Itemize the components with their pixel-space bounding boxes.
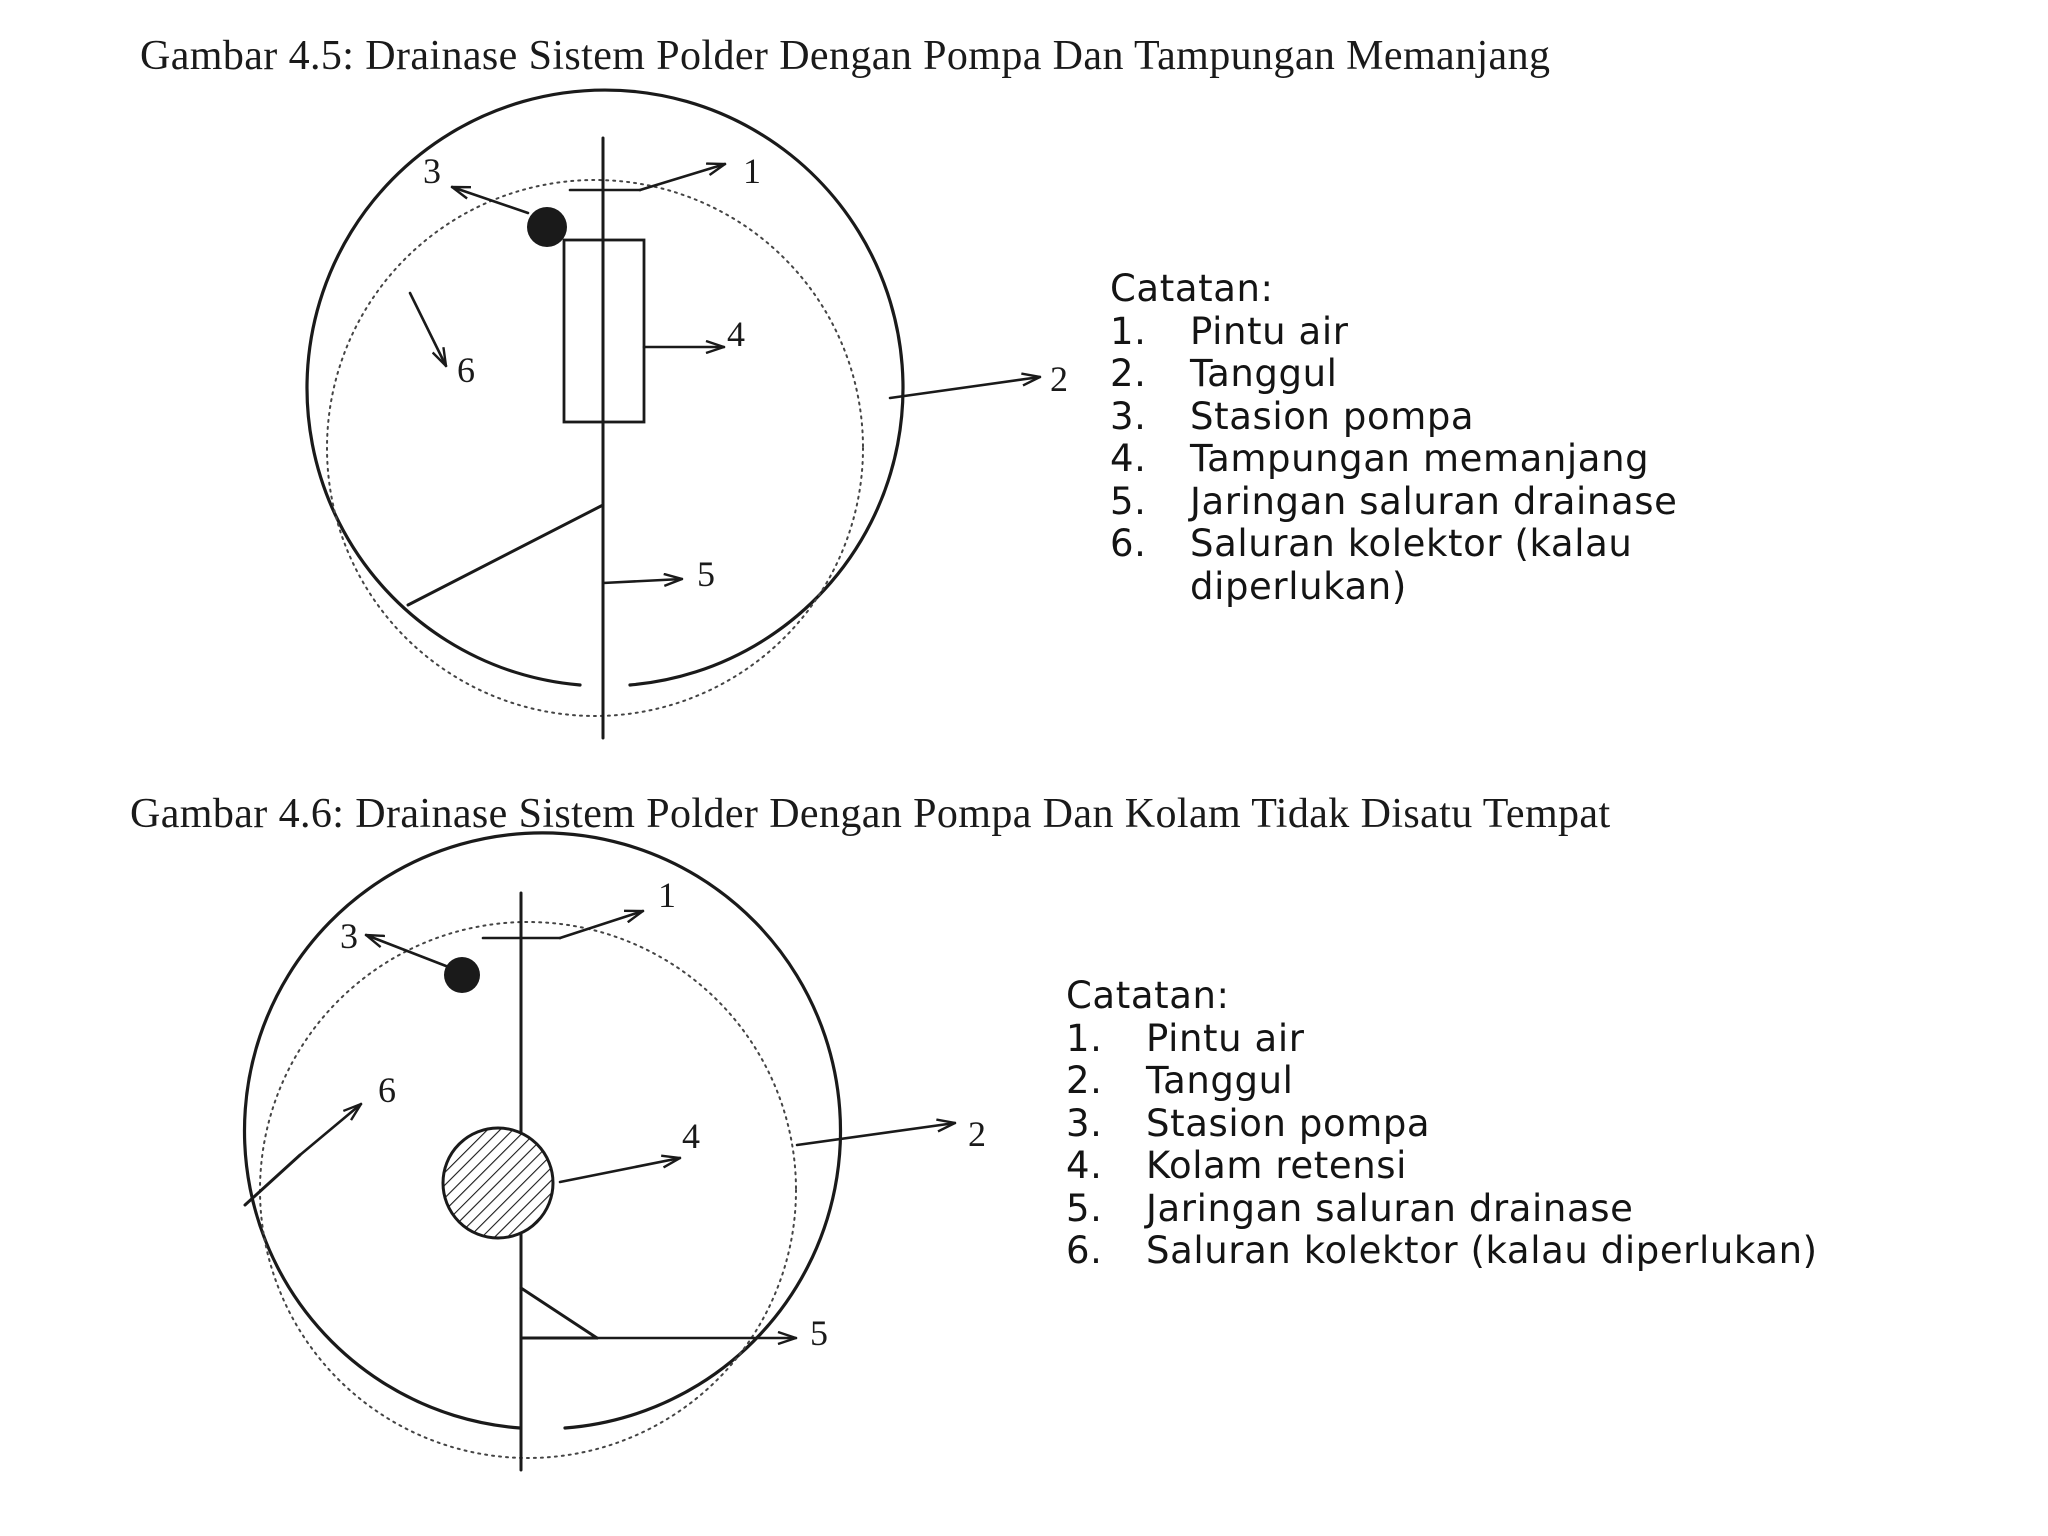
figure-4-6-notes	[1066, 975, 1966, 1273]
note-number: 3.	[1066, 1101, 1103, 1145]
note-number: 6.	[1110, 522, 1147, 565]
note-text: Saluran kolektor (kalau diperlukan)	[1146, 1229, 1818, 1272]
note-number: 2.	[1066, 1059, 1103, 1102]
marker-1: 1	[743, 151, 761, 191]
note-item	[1066, 1188, 1966, 1231]
note-item	[1066, 1230, 1966, 1273]
marker-3: 3	[340, 916, 358, 956]
branch-drain-line	[408, 505, 603, 605]
arrow-6	[300, 1104, 361, 1155]
branch-drain-diagonal	[521, 1288, 597, 1338]
note-item	[1110, 481, 1830, 524]
tanggul-outer-ring	[307, 90, 903, 685]
figure-4-5-markers	[423, 151, 1068, 594]
note-text: Jaringan saluran drainase	[1146, 1186, 1634, 1230]
note-text: Kolam retensi	[1146, 1144, 1408, 1187]
marker-5: 5	[697, 554, 715, 594]
figure-4-5-notes	[1110, 268, 1830, 608]
note-item	[1110, 438, 1830, 481]
arrow-4	[560, 1158, 680, 1182]
marker-2: 2	[1050, 359, 1068, 399]
note-number: 2.	[1110, 352, 1147, 395]
note-number: 1.	[1066, 1016, 1103, 1060]
arrow-5	[603, 579, 682, 583]
note-number: 1.	[1110, 309, 1147, 353]
arrow-1	[560, 911, 643, 938]
stasion-pompa-dot	[444, 957, 480, 993]
note-text: Saluran kolektor (kalau diperlukan)	[1190, 522, 1633, 608]
note-text: Tampungan memanjang	[1190, 437, 1650, 480]
arrow-2	[797, 1123, 955, 1145]
notes-list	[1110, 311, 1830, 609]
arrow-2	[890, 377, 1040, 398]
figure-4-5-caption: Gambar 4.5: Drainase Sistem Polder Dengan Pompa Dan Tampungan Memanjang	[140, 33, 1551, 79]
note-text: Tanggul	[1146, 1059, 1294, 1102]
arrow-1	[640, 164, 725, 190]
note-item	[1110, 396, 1830, 439]
marker-4: 4	[682, 1116, 700, 1156]
marker-1: 1	[658, 875, 676, 915]
marker-4: 4	[727, 314, 745, 354]
collector-line	[245, 1155, 300, 1205]
note-number: 4.	[1066, 1144, 1103, 1187]
arrow-3	[366, 935, 446, 966]
note-item	[1110, 353, 1830, 396]
note-text: Tanggul	[1190, 352, 1338, 395]
tanggul-inner-dotted-ring	[327, 180, 863, 716]
notes-title: Catatan:	[1066, 974, 1230, 1017]
note-item	[1066, 1060, 1966, 1103]
marker-3: 3	[423, 151, 441, 191]
note-number: 5.	[1110, 479, 1147, 523]
marker-6: 6	[378, 1070, 396, 1110]
note-text: Jaringan saluran drainase	[1190, 479, 1678, 523]
stasion-pompa-dot	[527, 207, 567, 247]
figure-4-6-markers	[340, 875, 986, 1353]
note-item	[1066, 1145, 1966, 1188]
marker-2: 2	[968, 1114, 986, 1154]
marker-6: 6	[457, 350, 475, 390]
figure-4-5-diagram	[307, 90, 1040, 738]
notes-list	[1066, 1018, 1966, 1273]
note-text: Pintu air	[1190, 309, 1349, 353]
note-text: Stasion pompa	[1190, 394, 1475, 438]
note-text: Stasion pompa	[1146, 1101, 1431, 1145]
note-number: 5.	[1066, 1186, 1103, 1230]
note-number: 6.	[1066, 1229, 1103, 1272]
note-item	[1110, 311, 1830, 354]
note-item	[1066, 1103, 1966, 1146]
marker-5: 5	[810, 1313, 828, 1353]
note-number: 4.	[1110, 437, 1147, 480]
note-number: 3.	[1110, 394, 1147, 438]
kolam-retensi	[443, 1128, 553, 1238]
arrow-6	[410, 293, 446, 366]
notes-title: Catatan:	[1110, 267, 1274, 310]
note-text: Pintu air	[1146, 1016, 1305, 1060]
note-item	[1066, 1018, 1966, 1061]
figure-4-6-caption: Gambar 4.6: Drainase Sistem Polder Dengan Pompa Dan Kolam Tidak Disatu Tempat	[130, 791, 1611, 837]
note-item	[1110, 523, 1830, 608]
